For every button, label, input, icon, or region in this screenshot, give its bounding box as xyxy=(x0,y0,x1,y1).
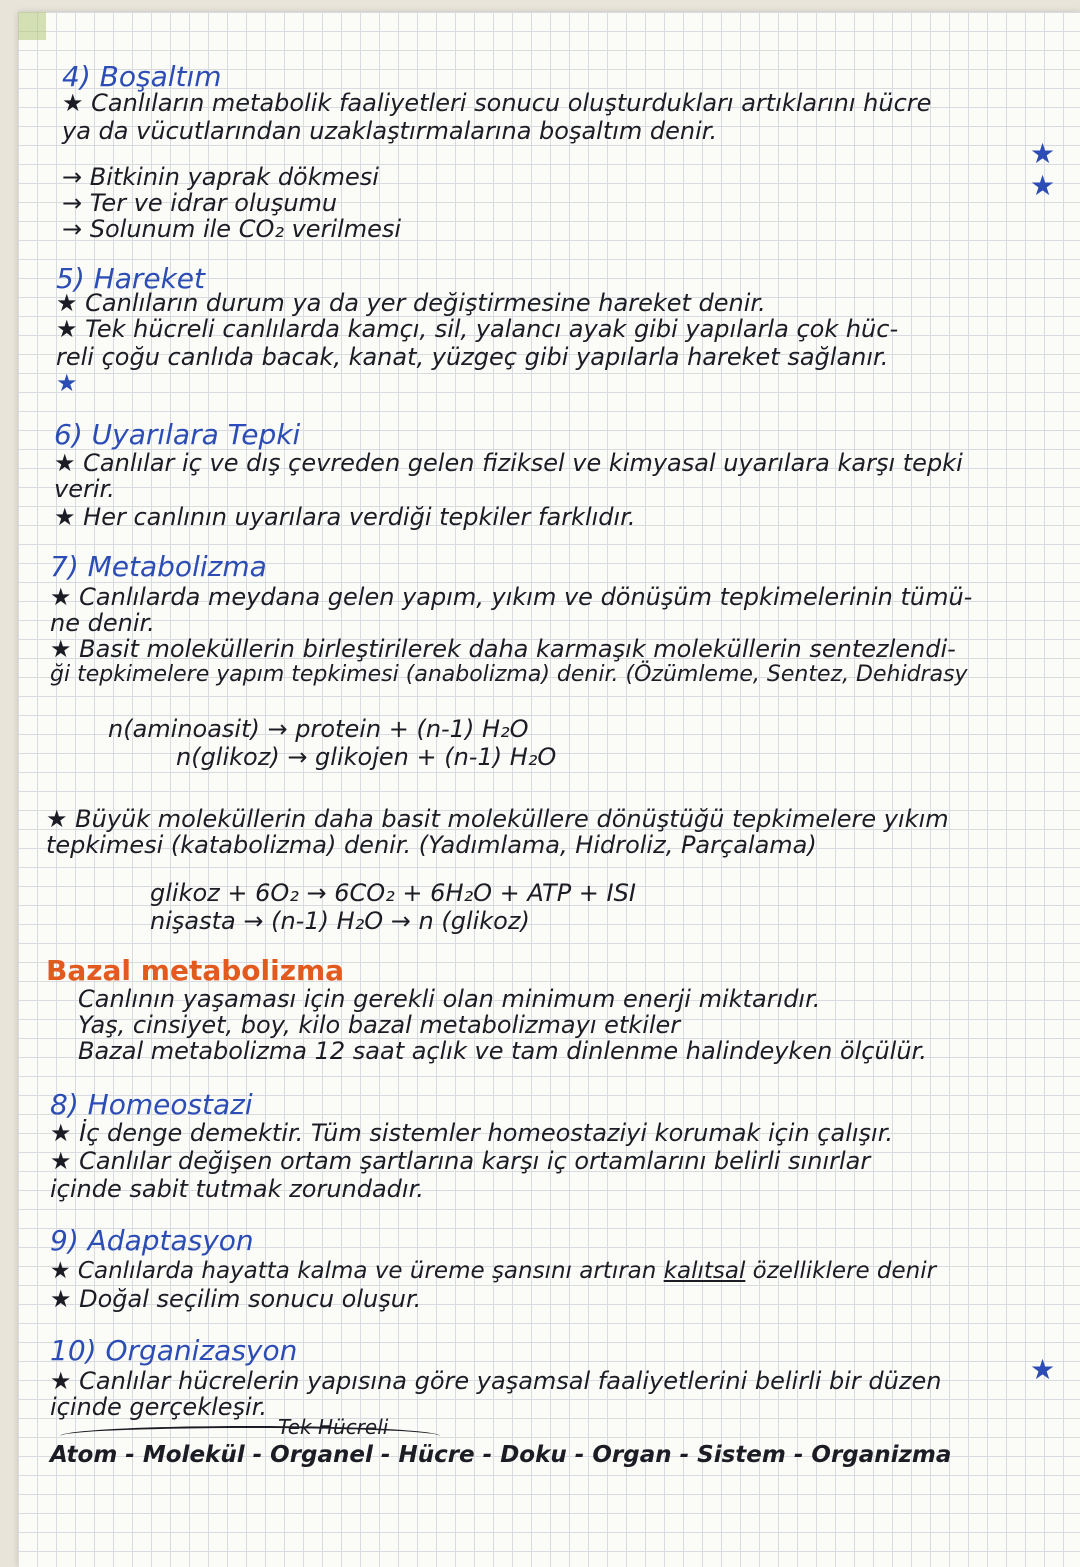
s9-underlined-word: kalıtsal xyxy=(663,1258,746,1284)
equation-amino-acid: n(aminoasit) → protein + (n-1) H₂O xyxy=(108,715,529,743)
bazal-metabolism-title: Bazal metabolizma xyxy=(46,954,345,987)
s7-line-1: ★ Canlılarda meydana gelen yapım, yıkım ve dönüşüm tepkimelerinin tümü- xyxy=(50,583,973,611)
section-4-title: 4) Boşaltım xyxy=(62,60,222,93)
s4-line-1: ★ Canlıların metabolik faaliyetleri sonucu oluşturdukları artıklarını hücre xyxy=(62,89,932,117)
s10-line-1: ★ Canlılar hücrelerin yapısına göre yaşamsal faaliyetlerini belirli bir düzen xyxy=(50,1367,942,1395)
s8-line-3: içinde sabit tutmak zorundadır. xyxy=(50,1175,424,1203)
bazal-line-2: Yaş, cinsiyet, boy, kilo bazal metabolizmayı etkiler xyxy=(78,1011,681,1039)
s7-line-6: tepkimesi (katabolizma) denir. (Yadımlama, Hidroliz, Parçalama) xyxy=(46,831,817,859)
section-9-title: 9) Adaptasyon xyxy=(50,1224,254,1257)
equation-starch: nişasta → (n-1) H₂O → n (glikoz) xyxy=(150,907,530,935)
s10-line-2: içinde gerçekleşir. xyxy=(50,1393,267,1421)
bazal-line-1: Canlının yaşaması için gerekli olan minimum enerji miktarıdır. xyxy=(78,985,821,1013)
s6-line-2: verir. xyxy=(54,475,115,503)
s7-line-2: ne denir. xyxy=(50,609,155,637)
section-8-title: 8) Homeostazi xyxy=(50,1088,253,1121)
margin-star-icon: ★ xyxy=(1030,1353,1056,1386)
s9-line-2: ★ Doğal seçilim sonucu oluşur. xyxy=(50,1285,422,1313)
equation-respiration: glikoz + 6O₂ → 6CO₂ + 6H₂O + ATP + ISI xyxy=(150,879,636,907)
s7-line-5: ★ Büyük moleküllerin daha basit moleküllere dönüştüğü tepkimelere yıkım xyxy=(46,805,949,833)
s4-line-4: → Ter ve idrar oluşumu xyxy=(62,189,338,217)
section-7-title: 7) Metabolizma xyxy=(50,550,267,583)
s7-line-4: ği tepkimelere yapım tepkimesi (anabolizma) denir. (Özümleme, Sentez, Dehidrasy xyxy=(50,662,968,687)
s5-line-3: reli çoğu canlıda bacak, kanat, yüzgeç gibi yapılarla hareket sağlanır. xyxy=(56,343,889,371)
margin-star-icon: ★ xyxy=(1030,169,1056,202)
s9-line-1-end: özelliklere denir xyxy=(752,1258,937,1284)
section-10-title: 10) Organizasyon xyxy=(50,1334,298,1367)
s6-line-1: ★ Canlılar iç ve dış çevreden gelen fiziksel ve kimyasal uyarılara karşı tepki xyxy=(54,449,963,477)
s8-line-1: ★ İç denge demektir. Tüm sistemler homeostaziyi korumak için çalışır. xyxy=(50,1119,894,1147)
bazal-line-3: Bazal metabolizma 12 saat açlık ve tam dinlenme halindeyken ölçülür. xyxy=(78,1037,927,1065)
section-6-title: 6) Uyarılara Tepki xyxy=(54,418,301,451)
s4-line-2: ya da vücutlarından uzaklaştırmalarına boşaltım denir. xyxy=(62,117,718,145)
s6-line-3: ★ Her canlının uyarılara verdiği tepkiler farklıdır. xyxy=(54,503,636,531)
s4-line-3: → Bitkinin yaprak dökmesi xyxy=(62,163,379,191)
s8-line-2: ★ Canlılar değişen ortam şartlarına karşı iç ortamlarını belirli sınırlar xyxy=(50,1147,871,1175)
s5-line-1: ★ Canlıların durum ya da yer değiştirmesine hareket denir. xyxy=(56,289,766,317)
single-cell-label: Tek Hücreli xyxy=(278,1415,389,1439)
s5-line-2: ★ Tek hücreli canlılarda kamçı, sil, yalancı ayak gibi yapılarla çok hüc- xyxy=(56,315,899,343)
star-icon: ★ xyxy=(56,369,78,397)
s4-line-5: → Solunum ile CO₂ verilmesi xyxy=(62,215,402,243)
s9-line-1 xyxy=(50,1258,936,1284)
page-corner-tab xyxy=(18,12,46,40)
equation-glucose: n(glikoz) → glikojen + (n-1) H₂O xyxy=(176,743,557,771)
margin-star-icon: ★ xyxy=(1030,137,1056,170)
organization-chain: Atom - Molekül - Organel - Hücre - Doku - Organ - Sistem - Organizma xyxy=(50,1442,952,1468)
section-5-title: 5) Hareket xyxy=(56,262,206,295)
s9-line-1-start: ★ Canlılarda hayatta kalma ve üreme şansını artıran xyxy=(50,1258,657,1284)
s7-line-3: ★ Basit moleküllerin birleştirilerek daha karmaşık moleküllerin sentezlendi- xyxy=(50,635,956,663)
